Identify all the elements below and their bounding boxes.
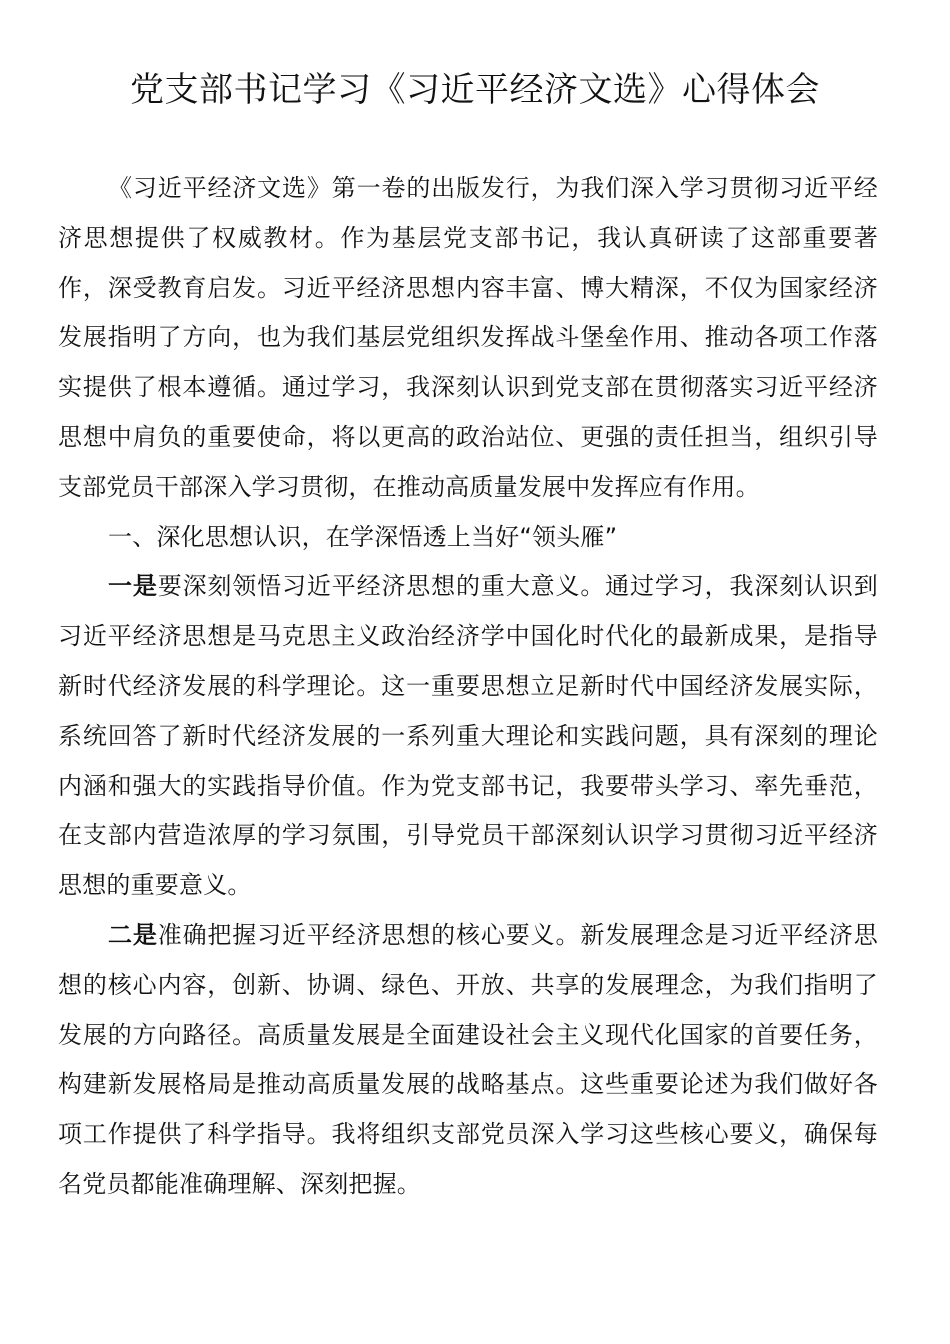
document-body: [58, 164, 878, 1210]
document-title: 党支部书记学习《习近平经济文选》心得体会: [130, 70, 820, 110]
intro-paragraph: 《习近平经济文选》第一卷的出版发行，为我们深入学习贯彻习近平经济思想提供了权威教材。作为基层党支部书记，我认真研读了这部重要著作，深受教育启发。习近平经济思想内容丰富、博大精深，不仅为国家经济发展指明了方向，也为我们基层党组织发挥战斗堡垒作用、推动各项工作落实提供了根本遵循。通过学习，我深刻认识到党支部在贯彻落实习近平经济思想中肩负的重要使命，将以更高的政治站位、更强的责任担当，组织引导支部党员干部深入学习贯彻，在推动高质量发展中发挥应有作用。: [58, 174, 878, 501]
point-2-lead: 二是: [108, 920, 158, 949]
point-1-paragraph: [58, 562, 878, 911]
point-2-paragraph: [58, 911, 878, 1210]
point-2-text: 准确把握习近平经济思想的核心要义。新发展理念是习近平经济思想的核心内容，创新、协调、绿色、开放、共享的发展理念，为我们指明了发展的方向路径。高质量发展是全面建设社会主义现代化国家的首要任务，构建新发展格局是推动高质量发展的战略基点。这些重要论述为我们做好各项工作提供了科学指导。我将组织支部党员深入学习这些核心要义，确保每名党员都能准确理解、深刻把握。: [58, 920, 878, 1198]
point-1-text: 要深刻领悟习近平经济思想的重大意义。通过学习，我深刻认识到习近平经济思想是马克思主义政治经济学中国化时代化的最新成果，是指导新时代经济发展的科学理论。这一重要思想立足新时代中国经济发展实际，系统回答了新时代经济发展的一系列重大理论和实践问题，具有深刻的理论内涵和强大的实践指导价值。作为党支部书记，我要带头学习、率先垂范，在支部内营造浓厚的学习氛围，引导党员干部深刻认识学习贯彻习近平经济思想的重要意义。: [58, 572, 878, 900]
point-1-lead: 一是: [108, 572, 158, 601]
section-heading-1: 一、深化思想认识，在学深悟透上当好“领头雁”: [108, 522, 618, 551]
